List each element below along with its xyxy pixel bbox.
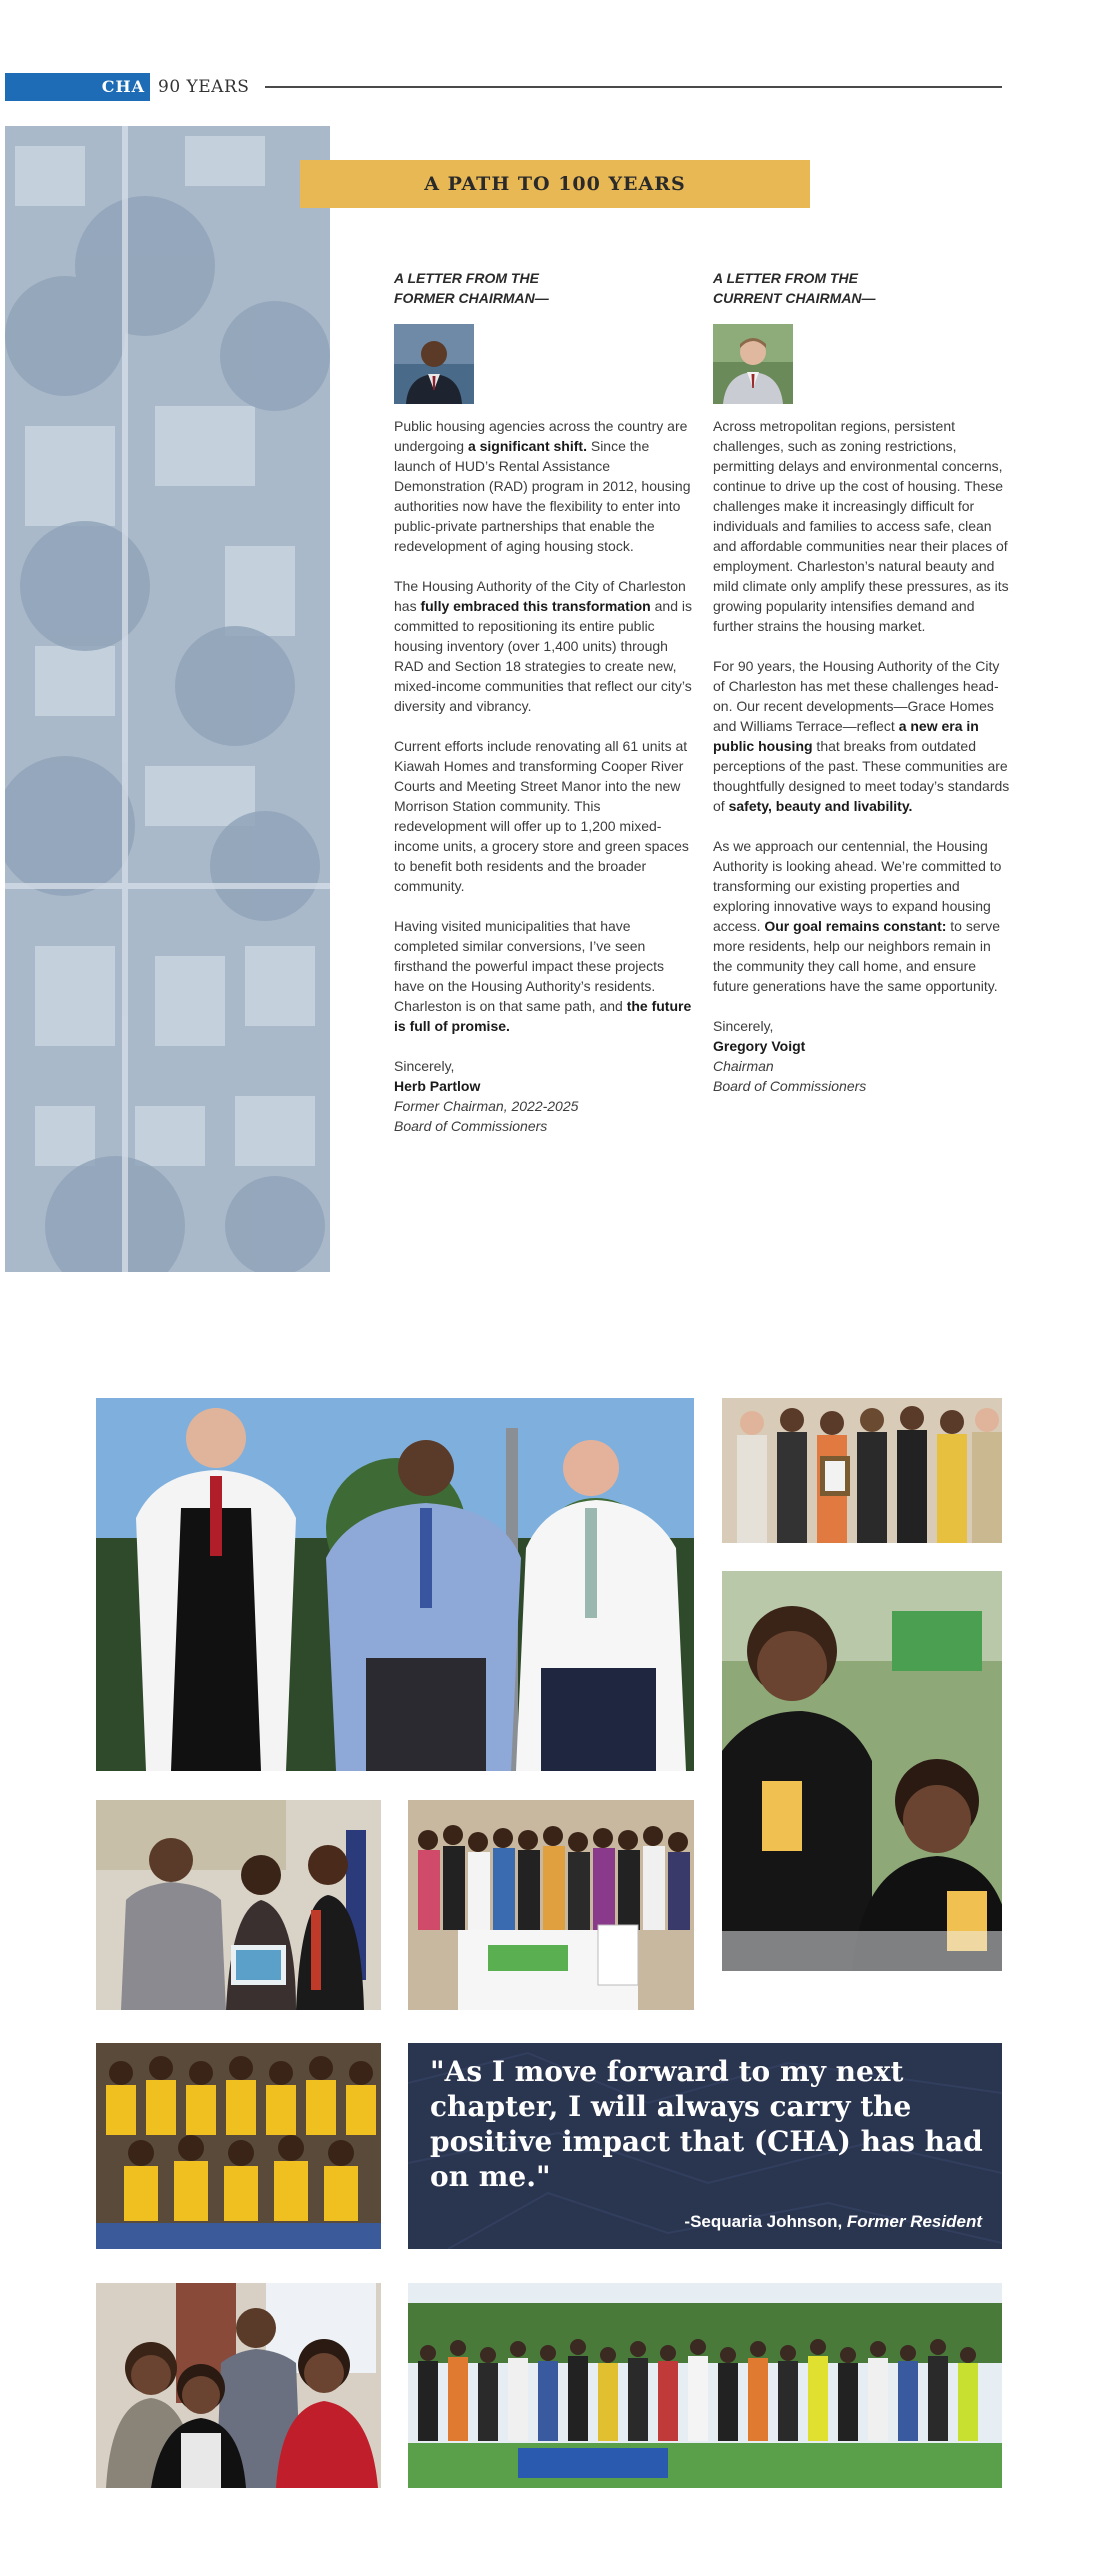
former-chairman-portrait xyxy=(394,324,474,404)
former-name: Herb Partlow xyxy=(394,1078,481,1094)
former-signature xyxy=(394,1056,694,1136)
body-text: The Housing Authority of the City of Charleston has xyxy=(394,578,686,614)
photo-event-table xyxy=(408,1800,694,2010)
photo-three-officials xyxy=(96,1398,694,1771)
photo-crowd-event xyxy=(408,2283,1002,2488)
body-text: and is committed to repositioning its entire public housing inventory (over 1,400 units) through RAD and Section 18 strategies to create new, mixed-income communities that reflect our city’s diversity and vibrancy. xyxy=(394,598,692,714)
anniversary-label: 90 YEARS xyxy=(158,77,250,97)
current-chairman-column xyxy=(713,268,1013,1096)
current-paragraph xyxy=(713,836,1013,996)
photo-certificate xyxy=(96,1800,381,2010)
current-chairman-portrait xyxy=(713,324,793,404)
quote-author-role: Former Resident xyxy=(846,2212,982,2231)
quote-author: -Sequaria Johnson, xyxy=(684,2212,847,2231)
former-paragraph xyxy=(394,576,694,716)
current-signature xyxy=(713,1016,1013,1096)
current-heading-line2: CURRENT CHAIRMAN— xyxy=(713,290,876,306)
current-name: Gregory Voigt xyxy=(713,1038,806,1054)
emphasis-text: safety, beauty and livability. xyxy=(728,798,913,814)
former-letter-body xyxy=(394,416,694,1036)
emphasis-text: Our goal remains constant: xyxy=(764,918,947,934)
emphasis-text: a new era in public housing xyxy=(713,718,979,754)
header-rule xyxy=(265,86,1002,88)
quote-attribution xyxy=(430,2212,982,2232)
body-text: Public housing agencies across the country are undergoing xyxy=(394,418,688,454)
former-heading xyxy=(394,268,694,308)
quote-text: "As I move forward to my next chapter, I will always carry the positive impact that (CHA) has had on me." xyxy=(430,2055,983,2193)
emphasis-text: fully embraced this transformation xyxy=(420,598,651,614)
body-text: Current efforts include renovating all 61 units at Kiawah Homes and transforming Cooper River Courts and Meeting Street Manor into the new Morrison Station community. This redevelopment will offer up to 1,200 mixed-income units, a grocery store and green spaces to benefit both residents and the broader community. xyxy=(394,738,689,894)
former-board: Board of Commissioners xyxy=(394,1118,548,1134)
current-closing: Sincerely, xyxy=(713,1018,774,1034)
body-text: Across metropolitan regions, persistent challenges, such as zoning restrictions, permitting delays and environmental concerns, continue to drive up the cost of housing. These challenges make it increasingly difficult for individuals and families to access safe, clean and affordable communities near their places of employment. Charleston’s natural beauty and mild climate only amplify these pressures, as its growing popularity intensifies demand and further strains the housing market. xyxy=(713,418,1009,634)
former-paragraph xyxy=(394,416,694,556)
body-text: For 90 years, the Housing Authority of the City of Charleston has met these challenges head-on. Our recent developments—Grace Homes and Williams Terrace—reflect xyxy=(713,658,1000,734)
current-heading xyxy=(713,268,1013,308)
current-board: Board of Commissioners xyxy=(713,1078,867,1094)
current-heading-line1: A LETTER FROM THE xyxy=(713,270,858,286)
body-text: to serve more residents, help our neighbors remain in the community they call home, and ensure future generations have the same opportunity. xyxy=(713,918,1001,994)
current-paragraph xyxy=(713,656,1013,816)
current-role: Chairman xyxy=(713,1058,774,1074)
former-paragraph xyxy=(394,736,694,896)
current-paragraph xyxy=(713,416,1013,636)
former-closing: Sincerely, xyxy=(394,1058,455,1074)
current-letter-body xyxy=(713,416,1013,996)
emphasis-text: a significant shift. xyxy=(467,438,587,454)
body-text: that breaks from outdated perceptions of the past. These communities are thoughtfully designed to meet today’s standards of xyxy=(713,738,1010,814)
body-text: As we approach our centennial, the Housing Authority is looking ahead. We’re committed to transforming our existing properties and exploring innovative ways to expand housing access. xyxy=(713,838,1002,934)
photo-two-women xyxy=(722,1571,1002,1971)
former-paragraph xyxy=(394,916,694,1036)
former-chairman-column xyxy=(394,268,694,1136)
body-text: Since the launch of HUD’s Rental Assistance Demonstration (RAD) program in 2012, housing authorities now have the flexibility to enter into public-private partnerships that enable the redevelopment of aging housing stock. xyxy=(394,438,691,554)
former-heading-line2: FORMER CHAIRMAN— xyxy=(394,290,549,306)
emphasis-text: the future is full of promise. xyxy=(394,998,692,1034)
former-role: Former Chairman, 2022-2025 xyxy=(394,1098,579,1114)
photo-four-people xyxy=(96,2283,381,2488)
cha-tag-label: CHA xyxy=(101,77,145,96)
body-text: Having visited municipalities that have completed similar conversions, I’ve seen firsthand the powerful impact these projects have on the Housing Authority’s residents. Charleston is on that same path, and xyxy=(394,918,665,1014)
former-heading-line1: A LETTER FROM THE xyxy=(394,270,539,286)
page-title: A PATH TO 100 YEARS xyxy=(424,173,686,195)
photo-group-plaque xyxy=(722,1398,1002,1543)
aerial-photo-strip xyxy=(5,126,330,1272)
photo-children-yellow xyxy=(96,2043,381,2249)
